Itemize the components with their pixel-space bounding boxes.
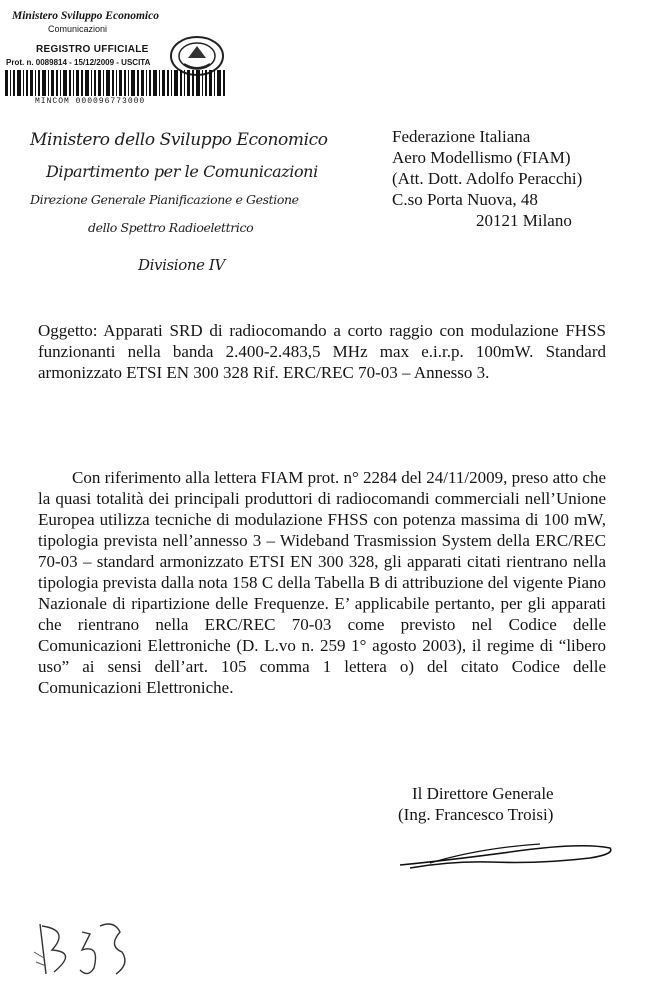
letterhead-division: Divisione IV [138, 256, 225, 274]
letterhead-department: Dipartimento per le Comunicazioni [46, 162, 318, 181]
recipient-line-4: C.so Porta Nuova, 48 [392, 190, 538, 209]
recipient-line-5: 20121 Milano [476, 211, 572, 230]
handwritten-initials-icon [30, 912, 140, 987]
recipient-line-2: Aero Modellismo (FIAM) [392, 148, 571, 167]
recipient-address [392, 126, 582, 231]
recipient-line-3: (Att. Dott. Adolfo Peracchi) [392, 169, 583, 188]
signature-name: (Ing. Francesco Troisi) [398, 805, 554, 824]
barcode-icon [5, 70, 225, 96]
letterhead-ministry: Ministero dello Sviluppo Economico [30, 130, 328, 150]
stamp-department: Comunicazioni [48, 24, 108, 34]
handwritten-signature-icon [390, 830, 620, 875]
subject-paragraph: Oggetto: Apparati SRD di radiocomando a corto raggio con modulazione FHSS funzionanti nella banda 2.400-2.483,5 MHz max e.i.r.p. 100mW. Standard armonizzato ETSI EN 300 328 Rif. ERC/REC 70-03 – Annesso 3. [38, 321, 606, 382]
letterhead-directorate: Direzione Generale Pianificazione e Gestione [30, 192, 299, 207]
letterhead-spectrum: dello Spettro Radioelettrico [88, 220, 254, 235]
stamp-ministry: Ministero Sviluppo Economico [12, 10, 159, 22]
body-paragraph: Con riferimento alla lettera FIAM prot. n° 2284 del 24/11/2009, preso atto che la quasi totalità dei principali produttori di radiocomandi commerciali nell’Unione Europea utilizza tecniche di modulazione FHSS con potenza massima di 100 mW, tipologia prevista nell’annesso 3 – Wideband Trasmission System della ERC/REC 70-03 – standard armonizzato ETSI EN 300 328, gli apparati citati rientrano nella tipologia prevista dalla nota 158 C della Tabella B di attribuzione del vigente Piano Nazionale di ripartizione delle Frequenze. E’ applicabile pertanto, per gli apparati che rientrano nella ERC/REC 70-03 come previsto nel Codice delle Comunicazioni Elettroniche (D. L.vo n. 259 1° agosto 2003), il regime di “libero uso” ai sensi dell’art. 105 comma 1 lettera o) del citato Codice delle Comunicazioni Elettroniche. [38, 468, 606, 697]
barcode-number: MINCOM 000096773000 [35, 97, 146, 106]
signature-block [398, 783, 554, 825]
stamp-register: REGISTRO UFFICIALE [36, 44, 149, 55]
stamp-protocol: Prot. n. 0089814 - 15/12/2009 - USCITA [6, 58, 151, 67]
signature-title: Il Direttore Generale [412, 784, 554, 803]
recipient-line-1: Federazione Italiana [392, 127, 531, 146]
